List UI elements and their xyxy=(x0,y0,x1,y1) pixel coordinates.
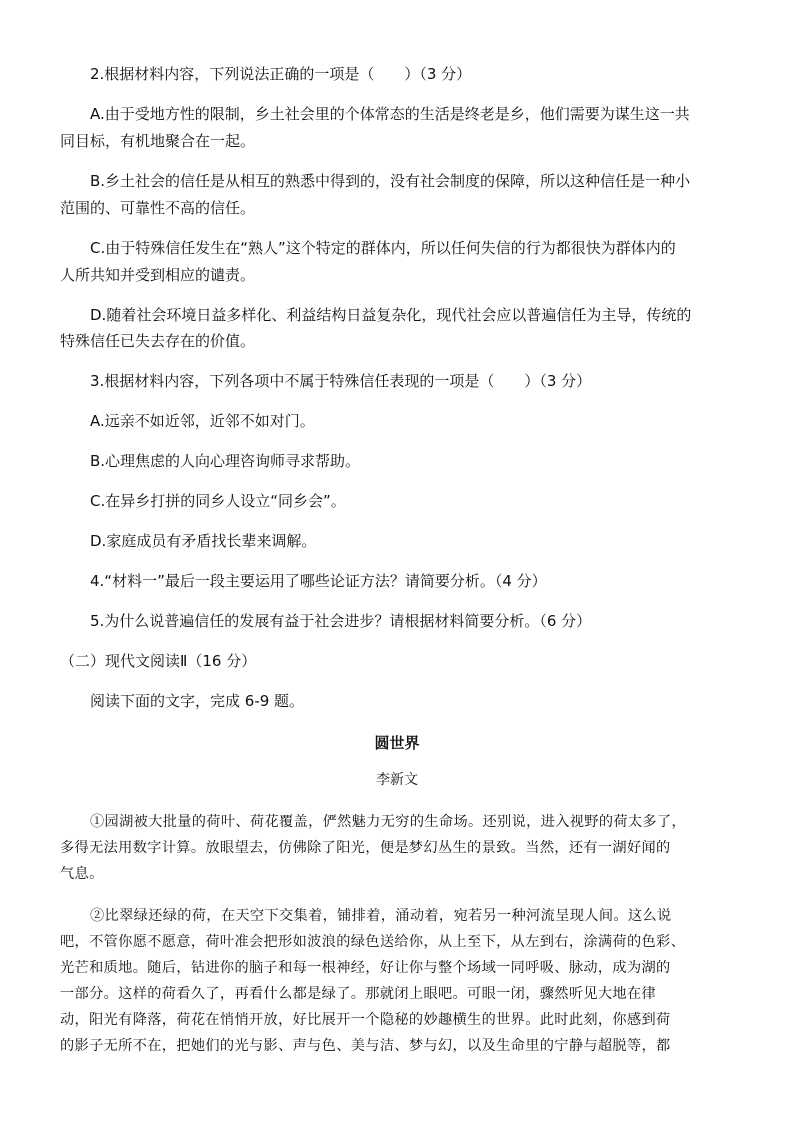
reading-instruction: 阅读下面的文字，完成 6-9 题。 xyxy=(90,692,305,710)
paragraph-1-line: 多得无法用数字计算。放眼望去，仿佛除了阳光，便是梦幻丛生的景致。当然，还有一湖好闻的 xyxy=(60,840,671,856)
question-3-option-c: C.在异乡打拼的同乡人设立“同乡会”。 xyxy=(90,492,346,510)
question-2-option-b-cont: 范围的、可靠性不高的信任。 xyxy=(60,199,256,217)
article-title: 圆世界 xyxy=(374,734,420,752)
question-3-option-d: D.家庭成员有矛盾找长辈来调解。 xyxy=(90,532,317,550)
article-author: 李新文 xyxy=(376,772,418,788)
question-4: 4.“材料一”最后一段主要运用了哪些论证方法？请简要分析。（4 分） xyxy=(90,572,547,590)
paragraph-2-line: 吧，不管你愿不愿意，荷叶准会把形如波浪的绿色送给你，从上至下，从左到右，涂满荷的色彩、 xyxy=(60,934,686,950)
paragraph-2-line: 的影子无所不在，把她们的光与影、声与色、美与洁、梦与幻，以及生命里的宁静与超脱等，都 xyxy=(60,1038,671,1054)
question-2-option-d-cont: 特殊信任已失去存在的价值。 xyxy=(60,332,256,350)
question-2-stem: 2.根据材料内容，下列说法正确的一项是（ ）（3 分） xyxy=(90,65,472,83)
question-3-stem: 3.根据材料内容，下列各项中不属于特殊信任表现的一项是（ ）（3 分） xyxy=(90,372,592,390)
question-3-option-a: A.远亲不如近邻，近邻不如对门。 xyxy=(90,412,315,430)
paragraph-2-line: 动，阳光有降落，荷花在悄悄开放，好比展开一个隐秘的妙趣横生的世界。此时此刻，你感到荷 xyxy=(60,1012,671,1028)
question-2-option-c-cont: 人所共知并受到相应的谴责。 xyxy=(60,266,256,284)
question-2-option-a: A.由于受地方性的限制，乡土社会里的个体常态的生活是终老是乡，他们需要为谋生这一共 xyxy=(90,105,690,123)
question-2-option-b: B.乡土社会的信任是从相互的熟悉中得到的，没有社会制度的保障，所以这种信任是一种小 xyxy=(90,172,691,190)
question-2-option-a-cont: 同目标，有机地聚合在一起。 xyxy=(60,132,256,150)
section-heading: （二）现代文阅读Ⅱ（16 分） xyxy=(60,652,257,670)
paragraph-1-line: ①园湖被大批量的荷叶、荷花覆盖，俨然魅力无穷的生命场。还别说，进入视野的荷太多了， xyxy=(90,814,687,830)
paragraph-2-line: ②比翠绿还绿的荷，在天空下交集着，铺排着，涌动着，宛若另一种河流呈现人间。这么说 xyxy=(90,908,672,924)
question-5: 5.为什么说普遍信任的发展有益于社会进步？请根据材料简要分析。（6 分） xyxy=(90,612,592,630)
question-2-option-c: C.由于特殊信任发生在“熟人”这个特定的群体内，所以任何失信的行为都很快为群体内的 xyxy=(90,239,676,257)
paragraph-2-line: 光芒和质地。随后，钻进你的脑子和每一根神经，好让你与整个场域一同呼吸、脉动，成为湖的 xyxy=(60,960,671,976)
question-3-option-b: B.心理焦虑的人向心理咨询师寻求帮助。 xyxy=(90,452,361,470)
paragraph-2-line: 一部分。这样的荷看久了，再看什么都是绿了。那就闭上眼吧。可眼一闭，骤然听见大地在律 xyxy=(60,986,657,1002)
paragraph-1-line: 气息。 xyxy=(60,866,104,882)
question-2-option-d: D.随着社会环境日益多样化、利益结构日益复杂化，现代社会应以普遍信任为主导，传统的 xyxy=(90,306,692,324)
